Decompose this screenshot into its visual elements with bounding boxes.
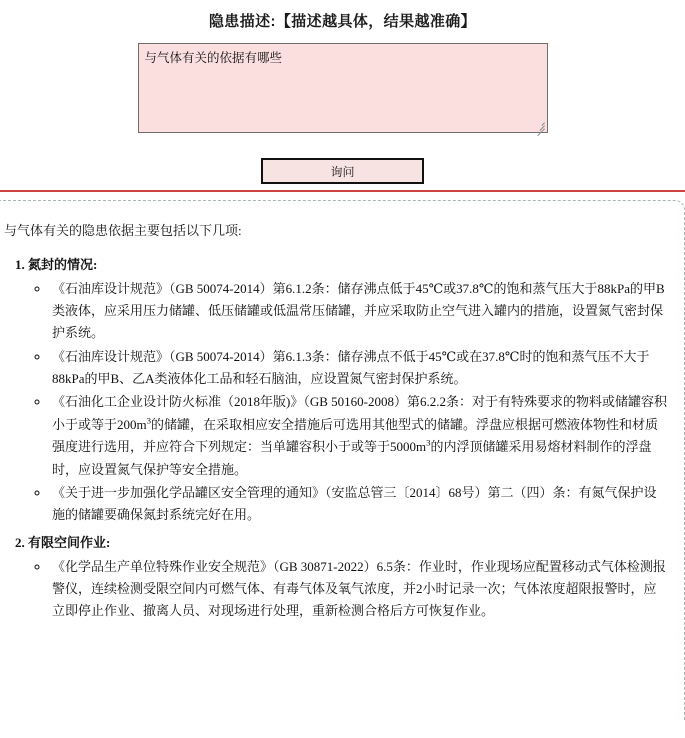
section-divider	[0, 190, 685, 192]
list-item: ◦ 《石油化工企业设计防火标准（2018年版)》（GB 50160-2008）第6.2.2条：对于有特殊要求的物料或储罐容积小于或等于$200m^3$的储罐，在采取相应安全措施后可选用其他型式的储罐。浮盘应根据可燃液体物性和材质强度进行选用，并应符合下列规定：当单罐容积小于或等于$5000m^3$的内浮顶储罐采用易熔材料制作的浮盘时，应设置氮气保护等安全措施。	[50, 391, 668, 480]
description-field-wrapper	[138, 43, 548, 133]
list-item: ◦ 《化学品生产单位特殊作业安全规范》（GB 30871-2022）6.5条：作业时，作业现场应配置移动式气体检测报警仪，连续检测受限空间内可燃气体、有毒气体及氧气浓度，并2小时记录一次；气体浓度超限报警时，应立即停止作业、撤离人员、对现场进行处理，重新检测合格后方可恢复作业。	[50, 556, 668, 623]
answer-section-list	[2, 255, 668, 623]
answer-section	[28, 255, 668, 527]
answer-section	[28, 533, 668, 623]
hazard-description-input[interactable]	[138, 43, 548, 133]
answer-intro-text: 与气体有关的隐患依据主要包括以下几项:	[4, 223, 242, 238]
page-title: 隐患描述:【描述越具体，结果越准确】	[208, 13, 477, 30]
answer-reference-list	[28, 556, 668, 623]
list-item: ◦ 《石油库设计规范》（GB 50074-2014）第6.1.2条：储存沸点低于45℃或37.8℃的饱和蒸气压大于88kPa的甲B类液体，应采用压力储罐、低压储罐或低温常压储罐，并应采取防止空气进入罐内的措施，设置氮气密封保护系统。	[50, 278, 668, 345]
answer-section-heading: 1. 氮封的情况:	[28, 256, 98, 272]
answer-section-heading: 2. 有限空间作业:	[28, 534, 111, 550]
hazard-query-form	[0, 0, 685, 192]
list-item: ◦ 《石油库设计规范》（GB 50074-2014）第6.1.3条：储存沸点不低于45℃或在37.8℃时的饱和蒸气压不大于88kPa的甲B、乙A类液体化工品和轻石脑油，应设置氮气密封保护系统。	[50, 346, 668, 391]
submit-row	[0, 158, 685, 184]
ask-button[interactable]: 询问	[261, 158, 424, 184]
answer-panel	[0, 200, 685, 720]
answer-reference-list	[28, 278, 668, 527]
list-item: ◦ 《关于进一步加强化学品罐区安全管理的通知》（安监总管三〔2014〕68号）第二（四）条：有氮气保护设施的储罐要确保氮封系统完好在用。	[50, 482, 668, 527]
